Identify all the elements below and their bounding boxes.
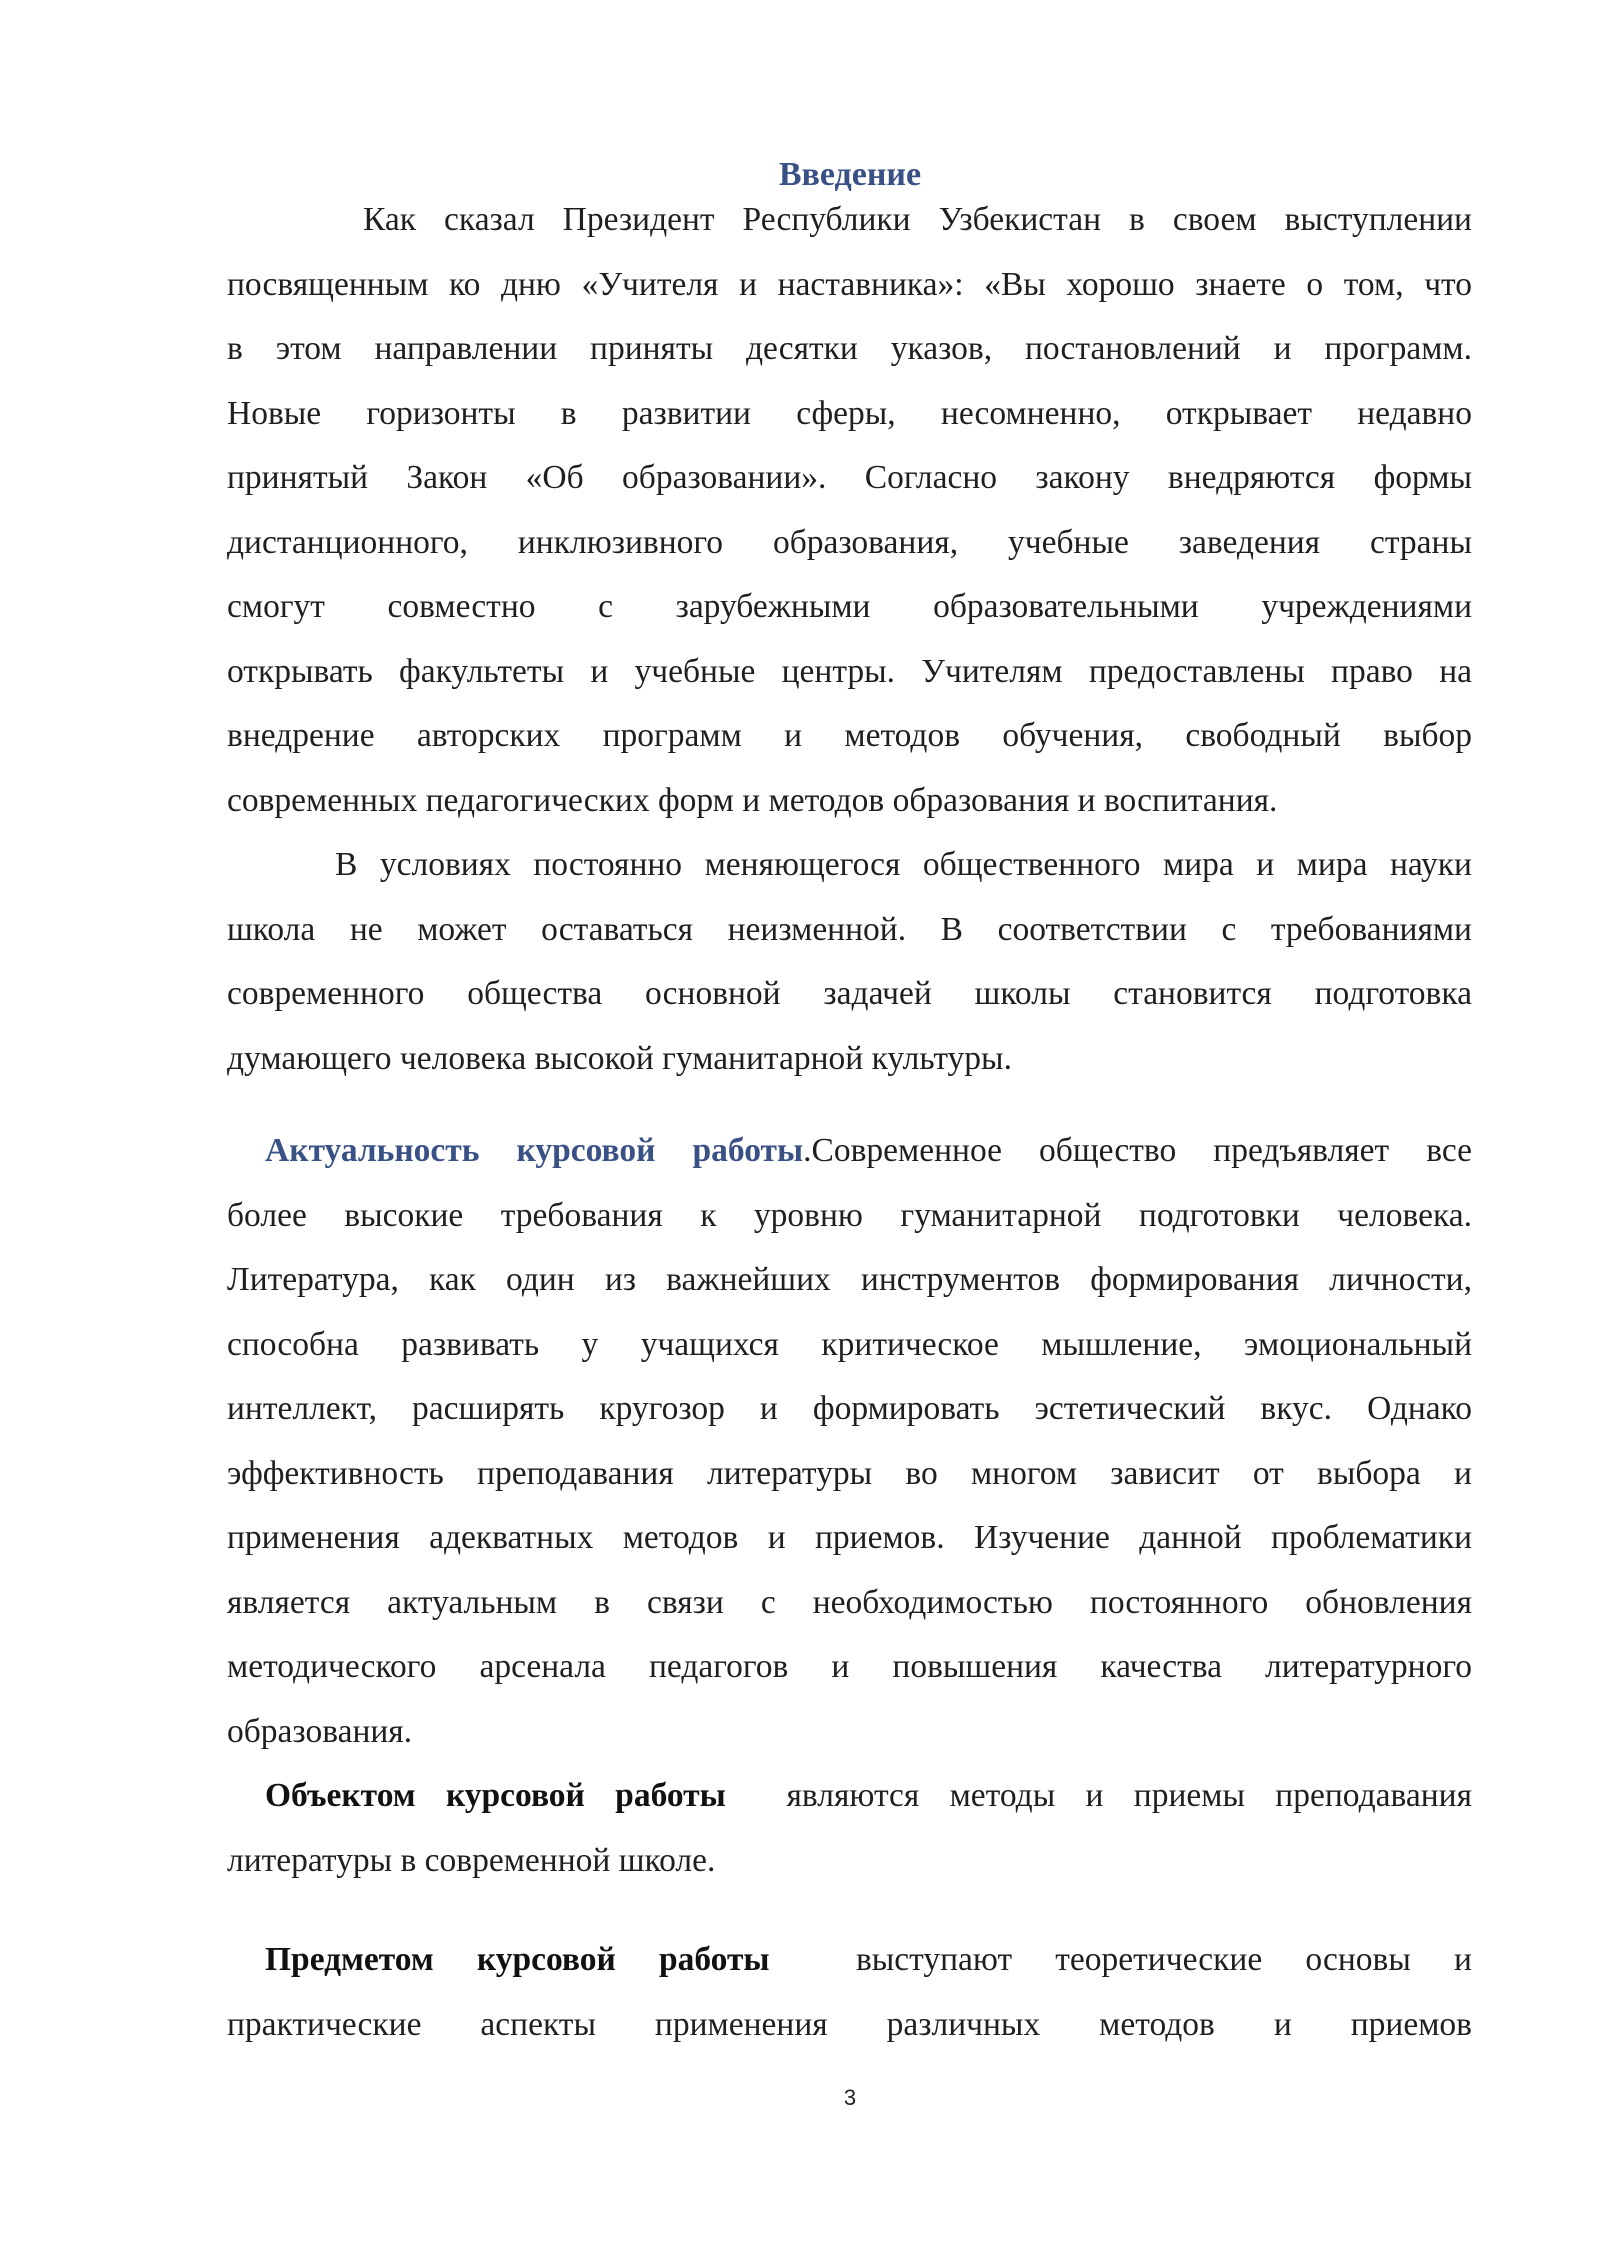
text-line: применения адекватных методов и приемов. Изучение данной проблематики [227,1519,1472,1556]
text-line: В условиях постоянно меняющегося общественного мира и мира науки [335,846,1472,883]
text-line: образования. [227,1712,413,1750]
relevance-first-line-text: .Современное общество предъявляет все [803,1132,1472,1169]
object-label: Объектом курсовой работы [265,1777,726,1814]
text-line: современных педагогических форм и методов образования и воспитания. [227,781,1278,819]
page-title: Введение [778,156,922,193]
text-line: способна развивать у учащихся критическое мышление, эмоциональный [227,1325,1472,1363]
subject-first-line [227,1928,1472,1993]
text-line: принятый Закон «Об образовании». Согласно закону внедряются формы [227,459,1472,496]
intro-paragraph [227,188,1472,833]
text-line: является актуальным в связи с необходимостью постоянного обновления [227,1583,1472,1621]
text-line: в этом направлении приняты десятки указов, постановлений и программ. [227,330,1472,367]
text-line: внедрение авторских программ и методов обучения, свободный выбор [227,717,1472,754]
subject-label: Предметом курсовой работы [265,1941,770,1978]
subject-first-line-text: выступают теоретические основы и [769,1941,1472,1978]
text-line: практические аспекты применения различных методов и приемов [227,2005,1472,2043]
subject-paragraph [227,1928,1472,2057]
relevance-first-line [227,1119,1472,1184]
text-line: современного общества основной задачей школы становится подготовка [227,975,1472,1012]
object-first-line [227,1764,1472,1829]
object-first-line-text: являются методы и приемы преподавания [725,1777,1472,1814]
text-line: Новые горизонты в развитии сферы, несомненно, открывает недавно [227,394,1472,432]
relevance-paragraph [227,1119,1472,1764]
text-line: школа не может оставаться неизменной. В соответствии с требованиями [227,910,1472,948]
text-line: дистанционного, инклюзивного образования, учебные заведения страны [227,523,1472,561]
text-line: смогут совместно с зарубежными образовательными учреждениями [227,588,1472,625]
school-paragraph [227,833,1472,1091]
text-line: интеллект, расширять кругозор и формировать эстетический вкус. Однако [227,1390,1472,1427]
text-line: открывать факультеты и учебные центры. Учителям предоставлены право на [227,652,1472,690]
text-line: эффективность преподавания литературы во многом зависит от выбора и [227,1454,1472,1492]
text-line: методического арсенала педагогов и повышения качества литературного [227,1648,1472,1685]
text-line: литературы в современной школе. [227,1841,716,1879]
text-line: Литература, как один из важнейших инструментов формирования личности, [227,1261,1472,1298]
text-line: думающего человека высокой гуманитарной культуры. [227,1039,1012,1077]
relevance-label: Актуальность курсовой работы [265,1132,804,1169]
text-line: Как сказал Президент Республики Узбекистан в своем выступлении [363,201,1472,238]
text-line: более высокие требования к уровню гуманитарной подготовки человека. [227,1196,1472,1234]
page-number: 3 [843,2085,857,2110]
text-line: посвященным ко дню «Учителя и наставника»: «Вы хорошо знаете о том, что [227,265,1472,303]
object-paragraph [227,1764,1472,1893]
